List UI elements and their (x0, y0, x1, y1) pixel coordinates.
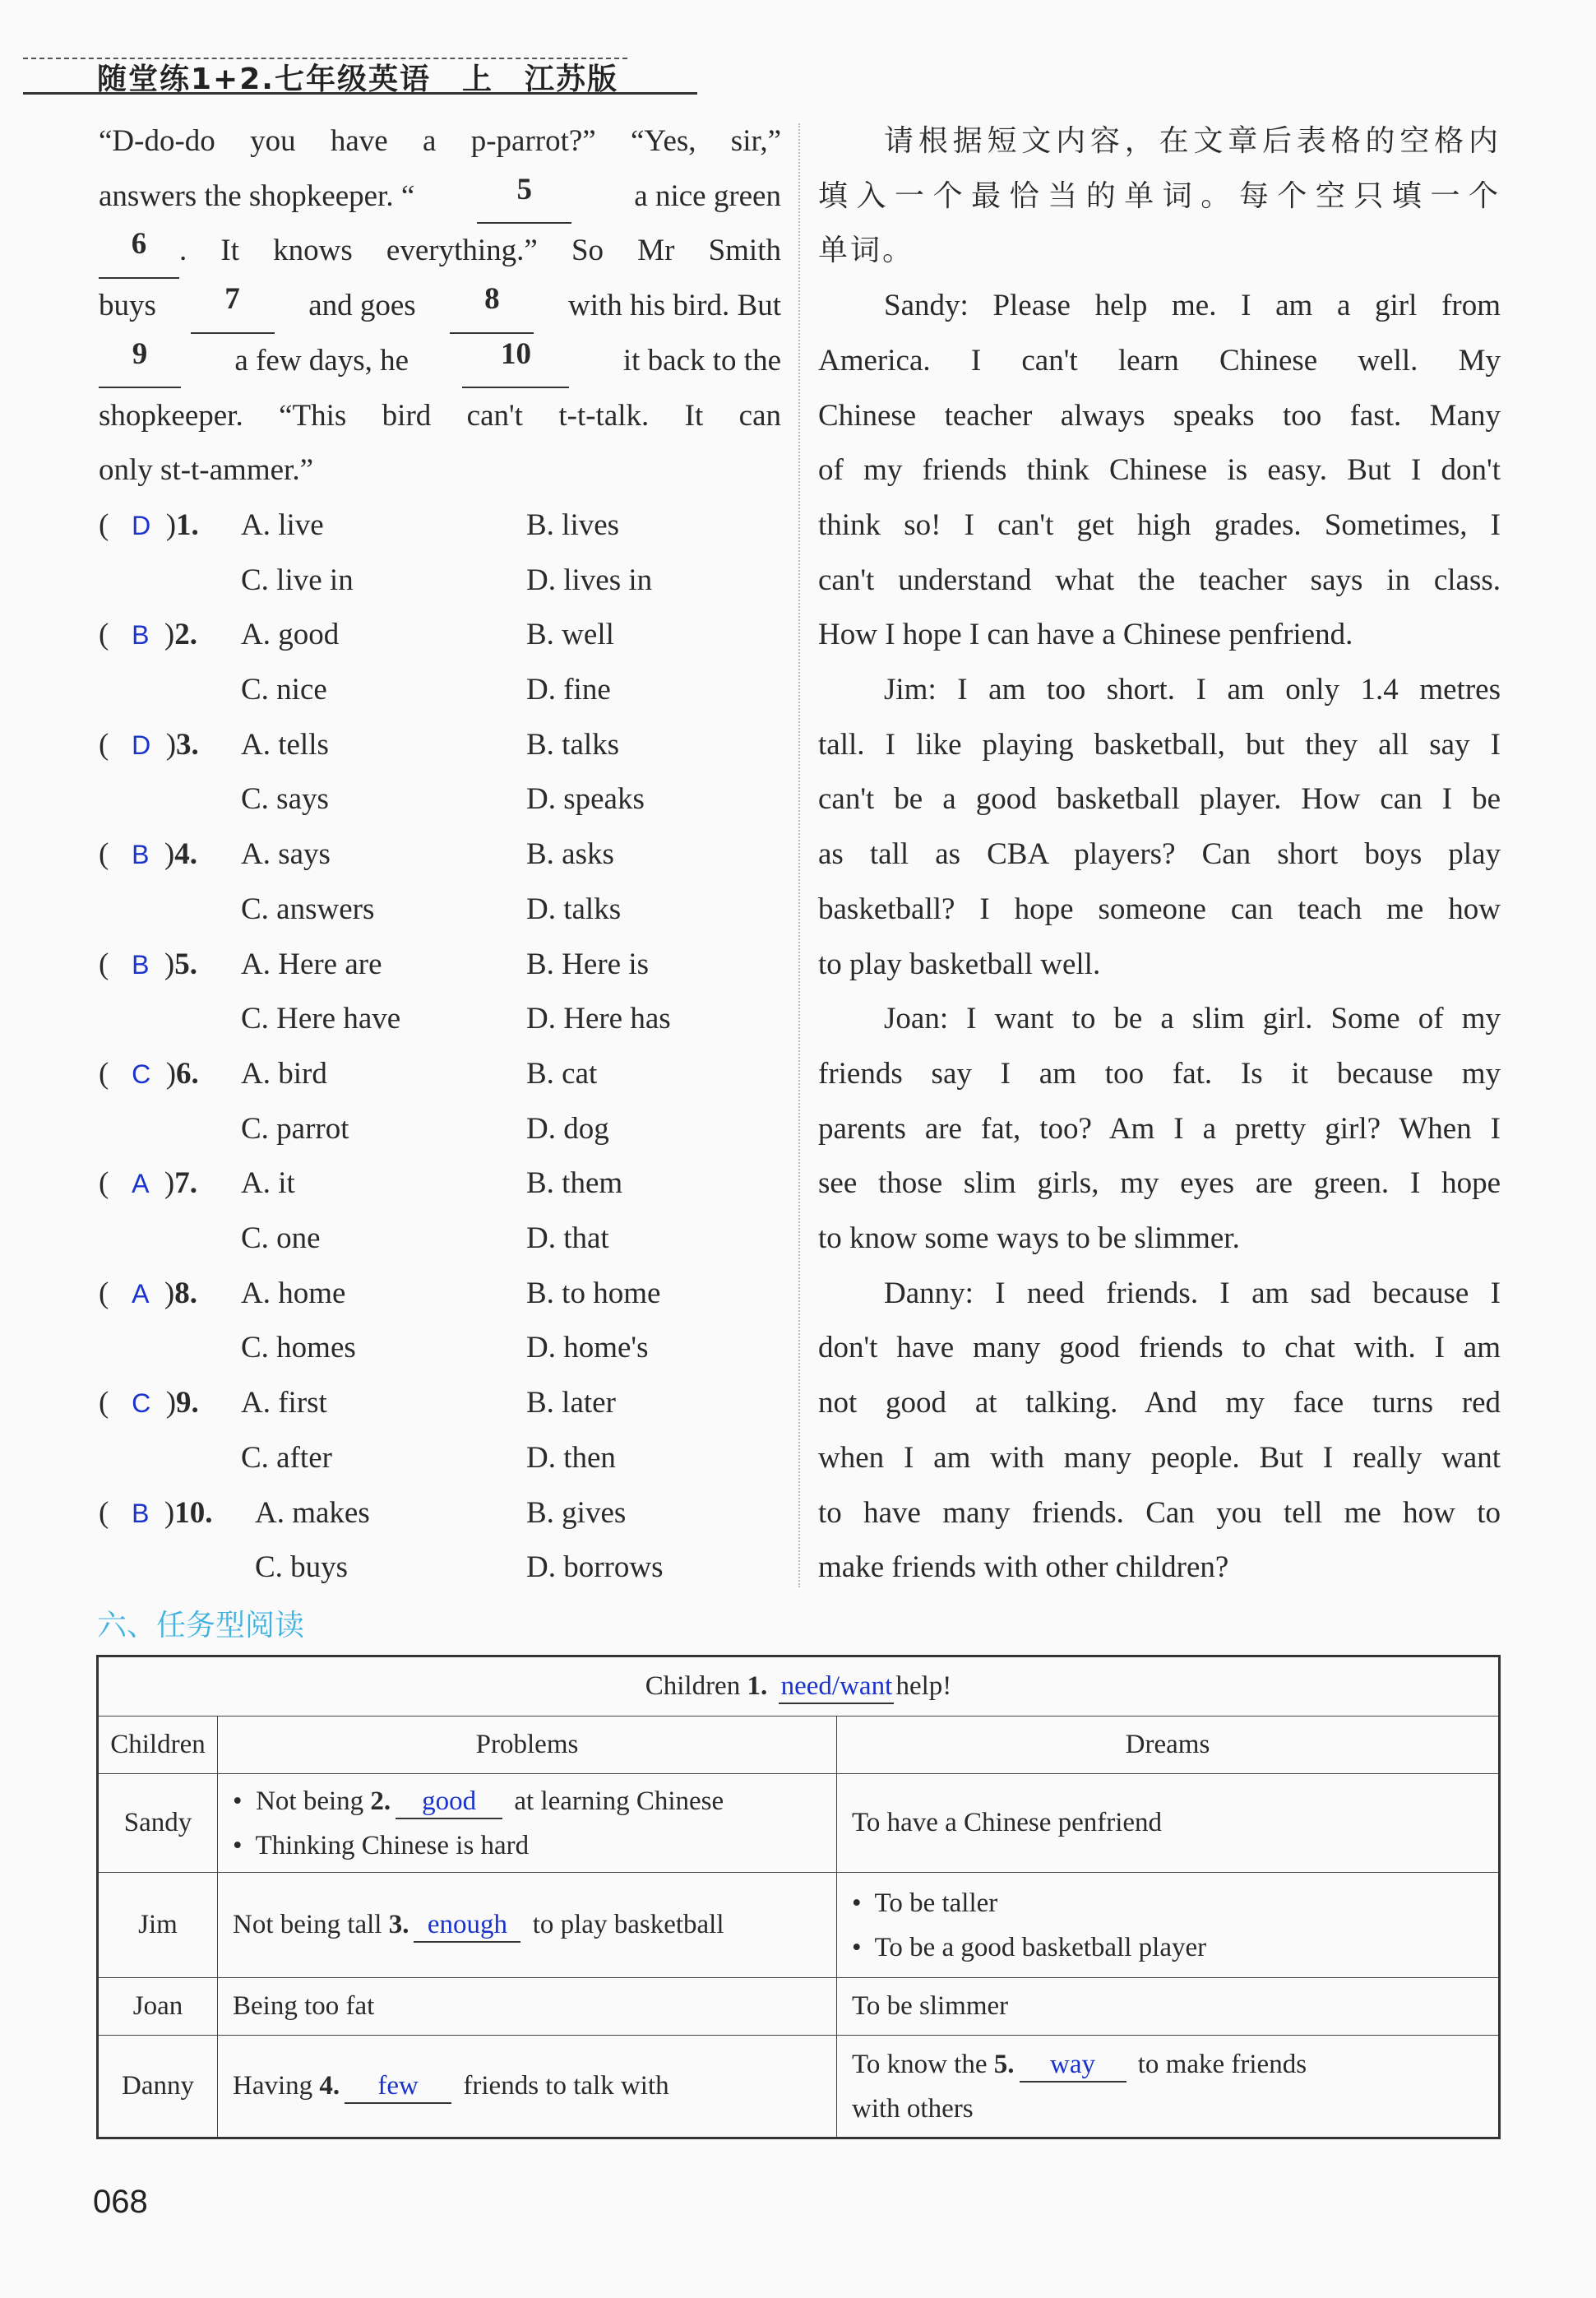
question-number: 10. (174, 1495, 213, 1530)
option-c: C. live in (241, 563, 354, 597)
option-b: B. talks (526, 727, 620, 762)
answer-letter: B (132, 620, 150, 651)
text: to play basketball (532, 1909, 724, 1939)
option-a: A. says (241, 837, 331, 872)
passage-line (99, 279, 781, 334)
option-a: A. it (241, 1166, 295, 1201)
option-b: B. cat (526, 1056, 598, 1091)
option-c: C. nice (241, 673, 327, 707)
option-d: D. then (526, 1440, 616, 1475)
option-a: A. makes (255, 1495, 370, 1530)
text: To be taller (874, 1888, 998, 1918)
reading-line: Chinese teacher always speaks too fast. Many (818, 398, 1501, 433)
reading-line: as tall as CBA players? Can short boys play (818, 837, 1501, 872)
text: To know the (852, 2049, 988, 2079)
option-d: D. talks (526, 892, 622, 926)
text: friends to talk with (463, 2070, 669, 2101)
text: Not being tall (233, 1909, 382, 1939)
question-answer: ( C )6. (99, 1056, 199, 1091)
question-answer: ( B )5. (99, 947, 197, 981)
reading-line: Danny: I need friends. I am sad because I (884, 1276, 1501, 1310)
answer-letter: B (132, 949, 150, 980)
option-d: D. home's (526, 1331, 649, 1365)
blank-10: 10 (462, 334, 569, 389)
reading-line: to have many friends. Can you tell me how to (818, 1495, 1501, 1530)
text: to make friends (1137, 2049, 1307, 2079)
table-title (98, 1656, 1500, 1717)
question-answer: ( D )1. (99, 507, 199, 542)
question-number: 4. (174, 837, 197, 872)
header-children: Children (98, 1717, 218, 1774)
header-rule (23, 92, 697, 95)
option-d: D. borrows (526, 1550, 664, 1585)
reading-line: basketball? I hope someone can teach me how (818, 892, 1501, 926)
option-a: A. good (241, 618, 340, 652)
blank-8: 8 (450, 279, 534, 334)
option-c: C. after (241, 1440, 332, 1475)
option-b: B. to home (526, 1276, 661, 1310)
question-number: 1. (176, 507, 199, 542)
option-b: B. well (526, 618, 614, 652)
text: and goes (308, 289, 416, 323)
reading-line: of my friends think Chinese is easy. But I don't (818, 453, 1501, 488)
text: a few days, he (234, 343, 409, 378)
option-b: B. later (526, 1386, 616, 1420)
section-title: 六、任务型阅读 (97, 1609, 305, 1642)
task-table (96, 1655, 1501, 2139)
passage-line (99, 169, 781, 225)
reading-line: Jim: I am too short. I am only 1.4 metres (884, 673, 1501, 707)
table-row (98, 2036, 1500, 2138)
text: with his bird. But (567, 289, 781, 323)
option-d: D. speaks (526, 782, 645, 817)
question-answer: ( A )8. (99, 1276, 197, 1310)
answer-blank: few (345, 2069, 451, 2104)
question-answer: ( B )4. (99, 837, 197, 872)
option-a: A. tells (241, 727, 329, 762)
reading-line: see those slim girls, my eyes are green. I hope (818, 1166, 1501, 1201)
reading-line: friends say I am too fat. Is it because my (818, 1056, 1501, 1091)
option-b: B. Here is (526, 947, 649, 981)
reading-line: 请根据短文内容，在文章后表格的空格内 (884, 124, 1501, 158)
answer-letter: C (132, 1059, 151, 1089)
question-number: 9. (176, 1386, 199, 1420)
blank-number: 1. (747, 1670, 768, 1701)
option-d: D. that (526, 1221, 609, 1255)
table-row (98, 1978, 1500, 2036)
option-d: D. dog (526, 1111, 609, 1146)
reading-line: Joan: I want to be a slim girl. Some of my (884, 1002, 1501, 1036)
blank-number: 3. (388, 1909, 409, 1939)
dream-cell (837, 1873, 1500, 1978)
child-name: Danny (98, 2036, 218, 2138)
reading-line: to know some ways to be slimmer. (818, 1221, 1240, 1255)
text: To be a good basketball player (874, 1932, 1207, 1962)
question-number: 6. (176, 1056, 199, 1091)
option-b: B. lives (526, 507, 620, 542)
reading-line: Sandy: Please help me. I am a girl from (884, 289, 1501, 323)
text: Having (233, 2070, 313, 2101)
reading-line: not good at talking. And my face turns red (818, 1386, 1501, 1420)
option-d: D. lives in (526, 563, 653, 597)
book-title: 随堂练1+2.七年级英语 上 江苏版 (97, 63, 618, 96)
answer-letter: A (132, 1169, 150, 1199)
question-number: 5. (174, 947, 197, 981)
table-row (98, 1873, 1500, 1978)
question-answer: ( B )10. (99, 1495, 213, 1530)
problem-cell (218, 2036, 837, 2138)
table-row (98, 1774, 1500, 1873)
passage-line: “D-do-do you have a p-parrot?” “Yes, sir,” (99, 124, 781, 158)
question-answer: ( D )3. (99, 727, 199, 762)
question-number: 8. (174, 1276, 197, 1310)
header-dreams: Dreams (837, 1717, 1500, 1774)
blank-9: 9 (99, 334, 181, 389)
question-answer: ( A )7. (99, 1166, 197, 1201)
option-c: C. homes (241, 1331, 356, 1365)
problem-cell: Being too fat (218, 1978, 837, 2036)
bullet-item: • To be taller (852, 1888, 998, 1918)
reading-line: make friends with other children? (818, 1550, 1229, 1585)
option-c: C. parrot (241, 1111, 349, 1146)
blank-6: 6 (99, 224, 179, 279)
option-a: A. live (241, 507, 324, 542)
answer-letter: B (132, 1498, 150, 1528)
option-a: A. bird (241, 1056, 327, 1091)
option-b: B. them (526, 1166, 623, 1201)
option-d: D. Here has (526, 1002, 671, 1036)
dream-cell: To be slimmer (837, 1978, 1500, 2036)
text: answers the shopkeeper. “ (99, 178, 415, 213)
answer-letter: B (132, 840, 150, 870)
question-number: 2. (174, 618, 197, 652)
page-number: 068 (93, 2184, 148, 2220)
answer-blank: enough (414, 1908, 520, 1943)
bullet-item: • Thinking Chinese is hard (233, 1830, 530, 1860)
text: help! (895, 1670, 952, 1701)
option-c: C. answers (241, 892, 375, 926)
reading-line: can't understand what the teacher says in class. (818, 563, 1501, 597)
option-b: B. asks (526, 837, 614, 872)
reading-line: don't have many good friends to chat with. I am (818, 1331, 1501, 1365)
problem-cell (218, 1774, 837, 1873)
text: with others (852, 2093, 974, 2124)
option-c: C. buys (255, 1550, 349, 1585)
reading-line: America. I can't learn Chinese well. My (818, 343, 1501, 378)
option-a: A. Here are (241, 947, 382, 981)
text: Children (645, 1670, 741, 1701)
option-a: A. home (241, 1276, 346, 1310)
question-number: 7. (174, 1166, 197, 1201)
blank-number: 2. (370, 1786, 391, 1816)
option-c: C. one (241, 1221, 321, 1255)
blank-number: 4. (319, 2070, 340, 2101)
passage-line (99, 334, 781, 389)
question-number: 3. (176, 727, 199, 762)
answer-blank: way (1020, 2048, 1126, 2083)
option-b: B. gives (526, 1495, 627, 1530)
reading-line: 填入一个最恰当的单词。每个空只填一个 (818, 178, 1501, 213)
answer-letter: D (132, 510, 151, 540)
problem-cell (218, 1873, 837, 1978)
reading-line: 单词。 (818, 234, 915, 268)
dream-cell: To have a Chinese penfriend (837, 1774, 1500, 1873)
option-a: A. first (241, 1386, 327, 1420)
answer-letter: A (132, 1278, 150, 1309)
bullet-item: • To be a good basketball player (852, 1932, 1207, 1962)
reading-line: think so! I can't get high grades. Sometimes, I (818, 507, 1501, 542)
passage-line: only st-t-ammer.” (99, 453, 313, 488)
column-divider (798, 123, 800, 1587)
child-name: Joan (98, 1978, 218, 2036)
answer-letter: D (132, 730, 151, 760)
text: it back to the (622, 343, 781, 378)
reading-line: when I am with many people. But I really want (818, 1440, 1501, 1475)
option-c: C. says (241, 782, 329, 817)
blank-number: 5. (993, 2049, 1015, 2079)
blank-7: 7 (191, 279, 275, 334)
passage-line (99, 224, 781, 279)
bullet-item: • Not being 2. good at learning Chinese (233, 1779, 821, 1823)
text: buys (99, 289, 156, 323)
reading-line: to play basketball well. (818, 947, 1101, 981)
blank-5: 5 (477, 169, 571, 225)
question-answer: ( C )9. (99, 1386, 199, 1420)
answer-blank: need/want (779, 1670, 894, 1704)
question-answer: ( B )2. (99, 618, 197, 652)
text: Thinking Chinese is hard (255, 1830, 530, 1860)
text: a nice green (634, 178, 781, 213)
reading-line: can't be a good basketball player. How can I be (818, 782, 1501, 817)
dream-cell (837, 2036, 1500, 2138)
reading-line: tall. I like playing basketball, but they all say I (818, 727, 1501, 762)
answer-blank: good (396, 1785, 502, 1819)
option-d: D. fine (526, 673, 611, 707)
child-name: Sandy (98, 1774, 218, 1873)
passage-line: shopkeeper. “This bird can't t-t-talk. It can (99, 398, 781, 433)
text: at learning Chinese (514, 1786, 724, 1816)
text: . It knows everything.” So Mr Smith (179, 234, 781, 268)
text: Not being (256, 1786, 364, 1816)
header-problems: Problems (218, 1717, 837, 1774)
reading-line: parents are fat, too? Am I a pretty girl? When I (818, 1111, 1501, 1146)
reading-line: How I hope I can have a Chinese penfriend. (818, 618, 1353, 652)
child-name: Jim (98, 1873, 218, 1978)
option-c: C. Here have (241, 1002, 401, 1036)
answer-letter: C (132, 1388, 151, 1419)
